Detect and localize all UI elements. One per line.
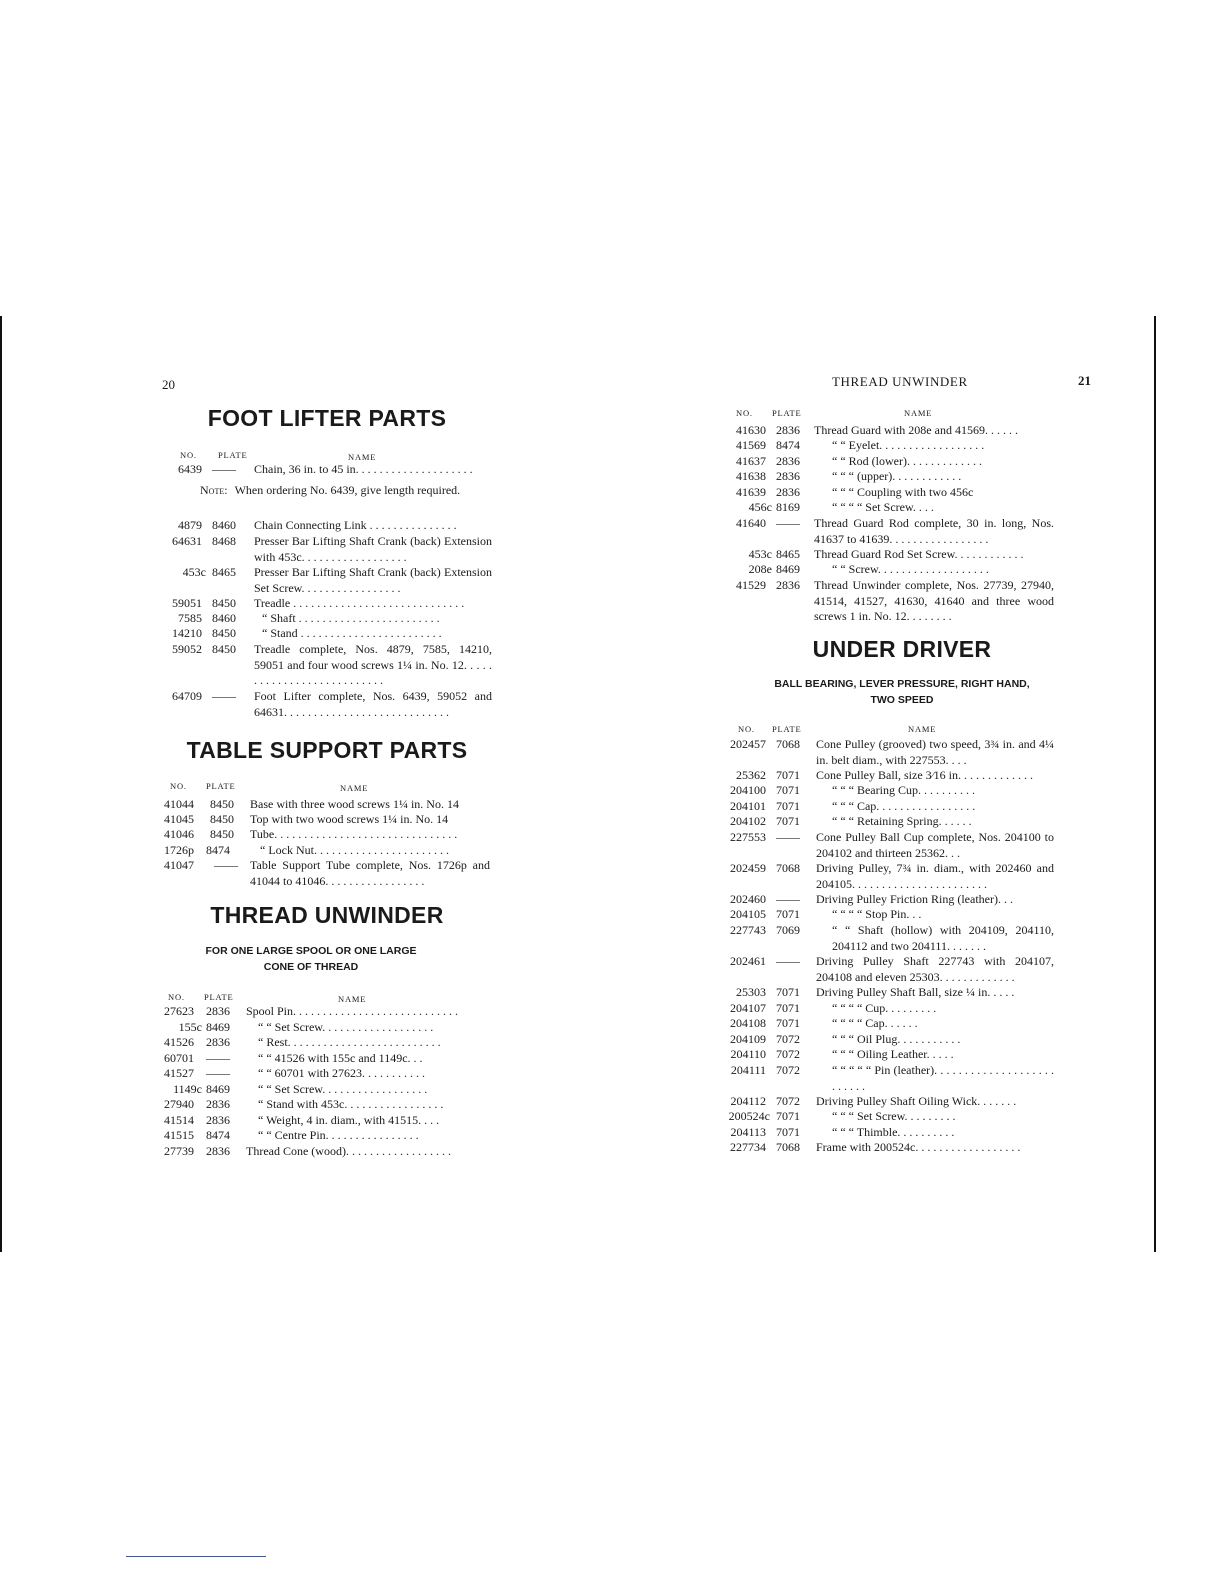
thread-unwinder-right-col-plate: PLATE <box>772 408 802 418</box>
thread-unwinder-left-col-plate: PLATE <box>204 992 234 1002</box>
page-number-right: 21 <box>1078 373 1091 388</box>
foot-lifter-col-no: NO. <box>180 450 197 460</box>
under-driver-subtitle: BALL BEARING, LEVER PRESSURE, RIGHT HAND, TWO SPEED <box>774 678 1030 706</box>
thread-unwinder-left-col-name: NAME <box>338 994 367 1004</box>
foot-lifter-col-plate: PLATE <box>218 450 248 460</box>
table-support-col-plate: PLATE <box>206 781 236 791</box>
foot-lifter-title: FOOT LIFTER PARTS <box>207 405 447 431</box>
under-driver-title: UNDER DRIVER <box>812 636 992 662</box>
note-label: Note: <box>200 483 228 497</box>
thread-unwinder-left-col-no: NO. <box>168 992 185 1002</box>
under-driver-col-plate: PLATE <box>772 724 802 734</box>
table-support-col-no: NO. <box>170 781 187 791</box>
note-text: When ordering No. 6439, give length required. <box>234 483 461 497</box>
thread-unwinder-subtitle-left: FOR ONE LARGE SPOOL OR ONE LARGE CONE OF THREAD <box>205 945 417 973</box>
running-head-right: THREAD UNWINDER <box>832 374 968 389</box>
page-number-left: 20 <box>162 377 175 392</box>
table-support-col-name: NAME <box>340 783 369 793</box>
under-driver-col-name: NAME <box>908 724 937 734</box>
footer-rule <box>126 1556 266 1557</box>
thread-unwinder-right-col-no: NO. <box>736 408 753 418</box>
thread-unwinder-title-left: THREAD UNWINDER <box>210 902 444 928</box>
foot-lifter-col-name: NAME <box>348 452 377 462</box>
scan-edge-right <box>1154 316 1156 1252</box>
scan-edge-left <box>0 316 2 1252</box>
foot-lifter-note <box>200 483 490 499</box>
under-driver-col-no: NO. <box>738 724 755 734</box>
table-support-title: TABLE SUPPORT PARTS <box>186 737 468 763</box>
thread-unwinder-right-col-name: NAME <box>904 408 933 418</box>
